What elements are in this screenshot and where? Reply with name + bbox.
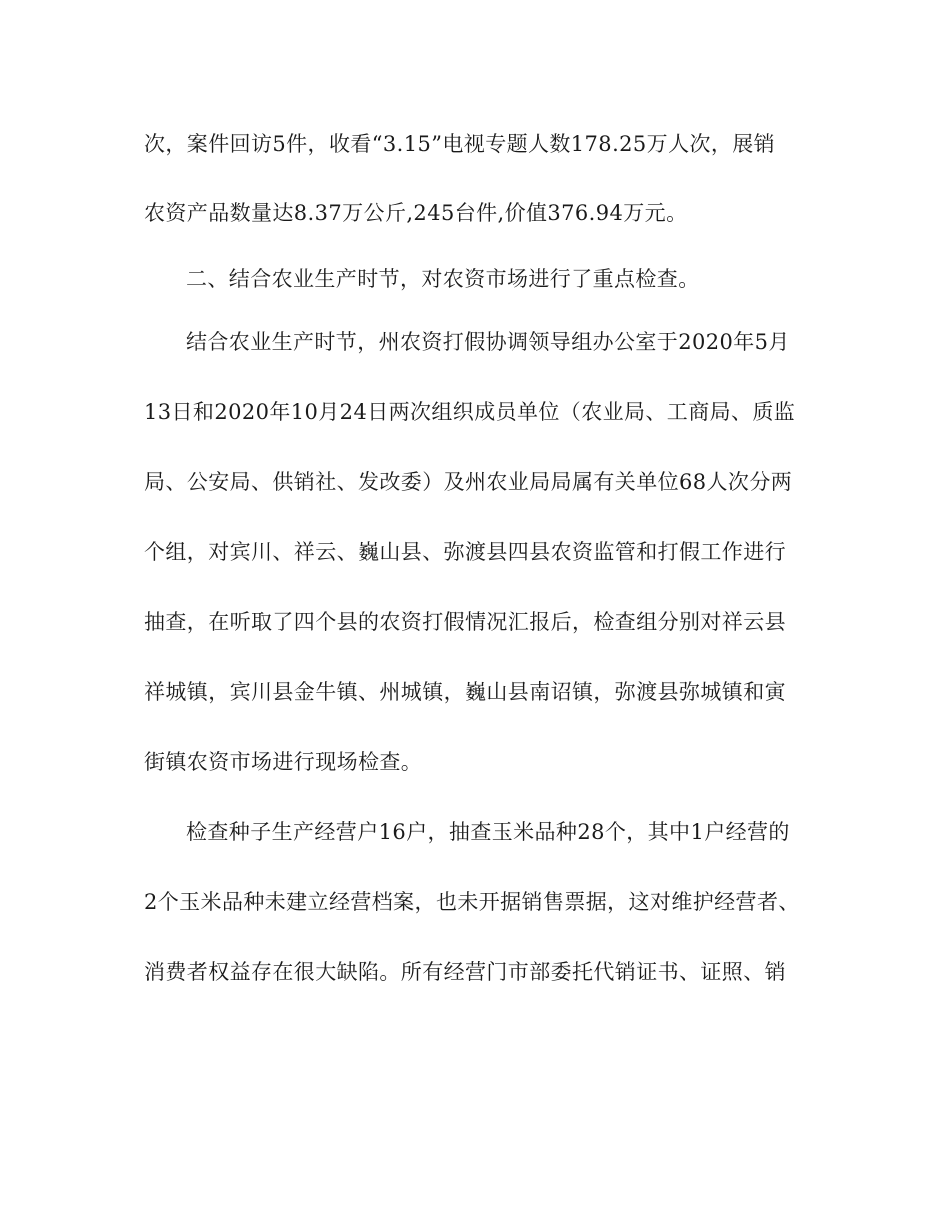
text-line: 消费者权益存在很大缺陷。所有经营门市部委托代销证书、证照、销 (144, 960, 786, 984)
text-line: 抽查，在听取了四个县的农资打假情况汇报后，检查组分别对祥云县 (144, 610, 786, 634)
text-line: 祥城镇，宾川县金牛镇、州城镇，巍山县南诏镇，弥渡县弥城镇和寅 (144, 680, 786, 704)
section-heading: 二、结合农业生产时节，对农资市场进行了重点检查。 (186, 267, 700, 291)
text-line: 2个玉米品种未建立经营档案，也未开据销售票据，这对维护经营者、 (144, 890, 800, 914)
text-line: 农资产品数量达8.37万公斤,245台件,价值376.94万元。 (144, 201, 688, 225)
text-line: 次，案件回访5件，收看“3.15”电视专题人数178.25万人次，展销 (144, 132, 776, 156)
text-line: 13日和2020年10月24日两次组织成员单位（农业局、工商局、质监 (144, 400, 796, 424)
text-line: 局、公安局、供销社、发改委）及州农业局局属有关单位68人次分两 (144, 470, 793, 494)
paragraph-start: 结合农业生产时节，州农资打假协调领导组办公室于2020年5月 (186, 330, 790, 354)
text-line: 个组，对宾川、祥云、巍山县、弥渡县四县农资监管和打假工作进行 (144, 540, 786, 564)
paragraph-start: 检查种子生产经营户16户，抽查玉米品种28个，其中1户经营的 (186, 820, 790, 844)
text-line: 街镇农资市场进行现场检查。 (144, 750, 423, 774)
